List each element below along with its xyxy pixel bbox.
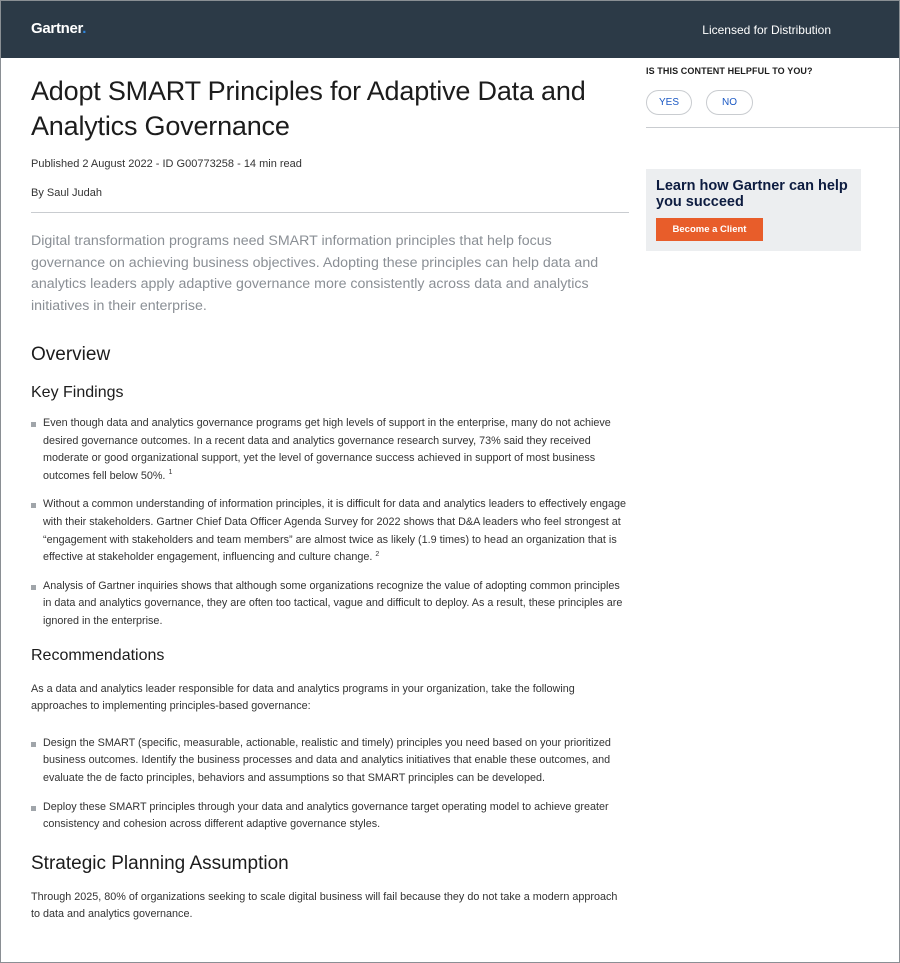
divider — [646, 127, 900, 128]
no-button[interactable]: NO — [706, 90, 753, 115]
footnote-ref[interactable]: 2 — [375, 550, 380, 558]
list-item: Design the SMART (specific, measurable, actionable, realistic and timely) principles you need based on your prioritized business outcomes. Identify the business processes and data and analytics initiatives that enable these outcomes, and evaluate the de facto principles, behaviors and assumptions so that SMART principles can be developed. — [31, 735, 629, 788]
divider — [31, 212, 629, 213]
key-findings-list — [31, 415, 629, 631]
list-item: Even though data and analytics governance programs get high levels of support in the enterprise, many do not achieve desired governance outcomes. In a recent data and analytics governance research survey, 73% said they received moderate or good organizational support, yet the level of governance success achieved in support of most business outcomes fell below 50%. $^1$ — [31, 415, 629, 485]
strategic-planning-heading: Strategic Planning Assumption — [31, 852, 289, 874]
list-item: Deploy these SMART principles through your data and analytics governance target operating model to achieve greater consistency and cohesion across different adaptive governance styles. — [31, 799, 629, 834]
key-findings-heading: Key Findings — [31, 384, 124, 401]
article-summary: Digital transformation programs need SMART information principles that help focus governance on achieving business objectives. Adopting these principles can help data and analytics leaders apply adaptive governance more consistently across data and analytics initiatives in their enterprise. — [31, 233, 599, 314]
recommendations-intro: As a data and analytics leader responsible for data and analytics programs in your organization, take the following approaches to implementing principles-based governance: — [31, 682, 575, 713]
author-byline: By Saul Judah — [31, 187, 102, 199]
yes-button[interactable]: YES — [646, 90, 692, 115]
top-bar — [0, 0, 900, 58]
strategic-planning-text: Through 2025, 80% of organizations seeking to scale digital business will fail because they do not take a modern approach to data and analytics governance. — [31, 890, 618, 921]
footnote-ref[interactable]: 1 — [168, 469, 173, 477]
gartner-logo[interactable]: Gartner. — [31, 20, 87, 37]
become-a-client-button[interactable]: Become a Client — [656, 218, 763, 241]
recommendations-list — [31, 735, 629, 834]
promo-title: Learn how Gartner can help you succeed — [656, 178, 848, 210]
licensed-for-distribution: Licensed for Distribution — [702, 23, 831, 37]
article-title: Adopt SMART Principles for Adaptive Data and Analytics Governance — [31, 76, 586, 141]
article — [31, 58, 629, 924]
list-item: Analysis of Gartner inquiries shows that although some organizations recognize the value of adopting common principles in data and analytics governance, they are often too tactical, vague and difficult to deploy. As a result, these principles are ignored in the enterprise. — [31, 578, 629, 631]
feedback-panel — [646, 66, 900, 108]
recommendations-heading: Recommendations — [31, 646, 165, 664]
publication-meta: Published 2 August 2022 - ID G00773258 - 14 min read — [31, 158, 302, 170]
overview-heading: Overview — [31, 344, 111, 365]
promo-box — [646, 169, 861, 251]
list-item: Without a common understanding of information principles, it is difficult for data and analytics leaders to effectively engage with their stakeholders. Gartner Chief Data Officer Agenda Survey for 2022 shows that D&A leaders who feel strongest at “engagement with stakeholders and team members” are almost twice as likely (1.9 times) to head an organization that is effective at stakeholder engagement, influencing and culture change. $^2$ — [31, 496, 629, 566]
feedback-question: IS THIS CONTENT HELPFUL TO YOU? — [646, 66, 813, 76]
